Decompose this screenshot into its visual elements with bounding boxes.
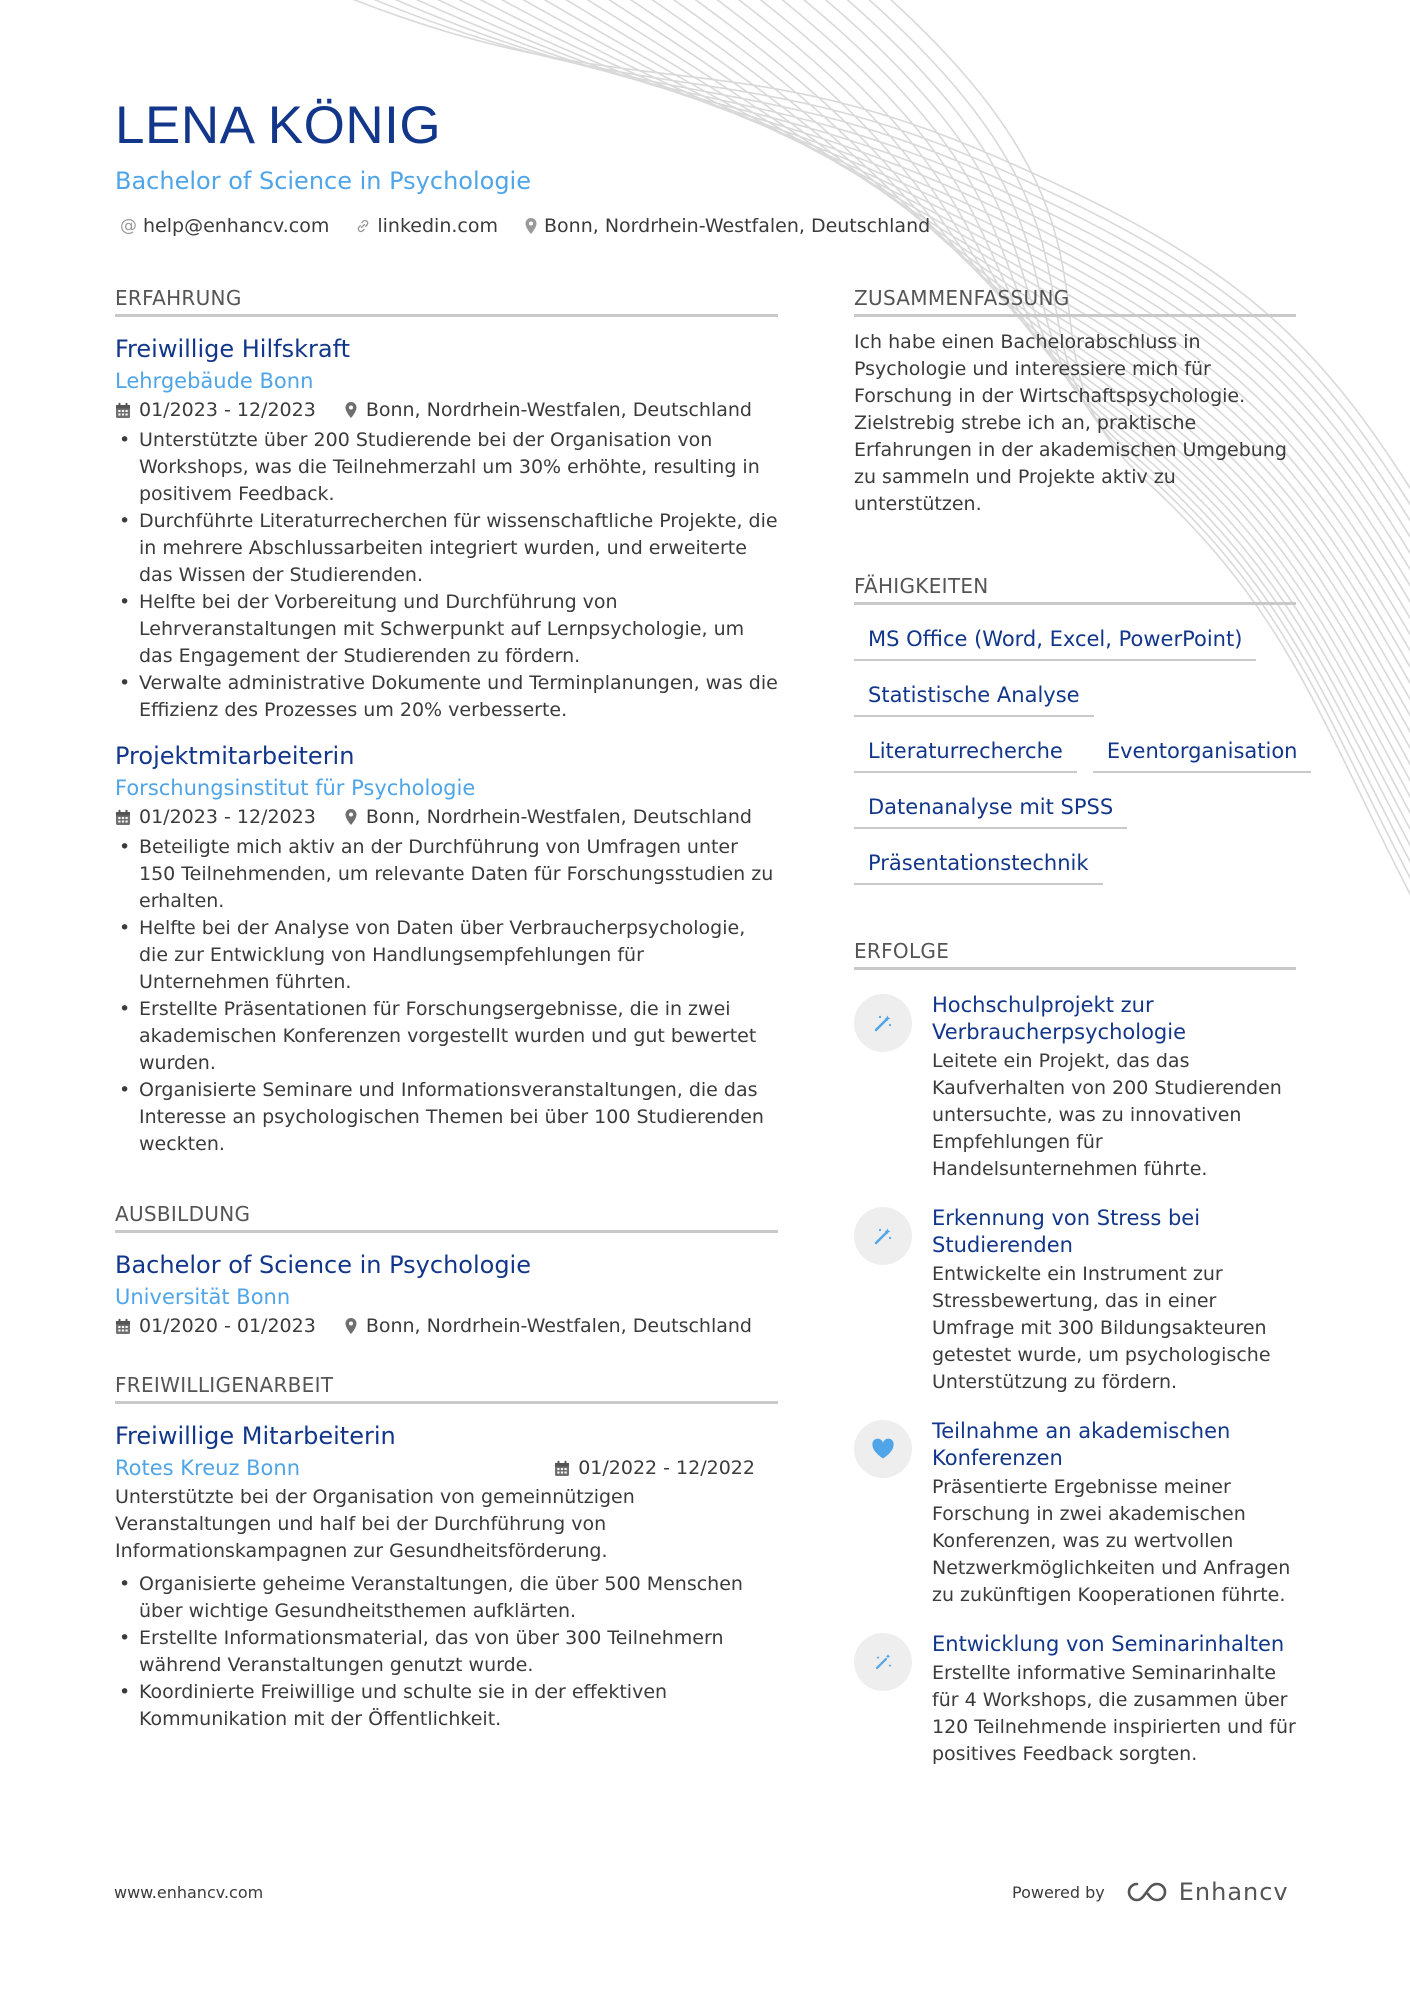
footer-website[interactable]: www.enhancv.com: [114, 1883, 264, 1902]
list-item: • Verwalte administrative Dokumente und Terminplanungen, was die Effizienz des Prozesses um 20% verbesserte.: [115, 670, 780, 724]
degree-title: Bachelor of Science in Psychologie: [115, 1251, 531, 1279]
job-dates: 01/2023 - 12/2023: [139, 399, 316, 421]
calendar-icon: [115, 1318, 131, 1335]
volunteer-entry: [115, 1422, 780, 1733]
experience-entry: [115, 742, 780, 1158]
footer-branding: [1012, 1878, 1289, 1906]
achievements-section-title: ERFOLGE: [854, 939, 1296, 970]
education-entry: [115, 1251, 780, 1337]
brand-logo[interactable]: [1123, 1878, 1289, 1906]
brand-name: Enhancv: [1178, 1878, 1289, 1906]
heart-icon: [854, 1420, 912, 1478]
left-column: [115, 286, 780, 1733]
skill-tag: Literaturrecherche: [854, 731, 1077, 773]
skill-tag: Präsentationstechnik: [854, 843, 1103, 885]
volunteer-section-title: FREIWILLIGENARBEIT: [115, 1373, 778, 1404]
job-bullets: [115, 834, 780, 1158]
contact-bar: [120, 215, 930, 237]
volunteer-bullets: [115, 1571, 780, 1733]
achievement-description: Entwickelte ein Instrument zur Stressbewertung, das in einer Umfrage mit 300 Bildungsakteuren getestet wurde, um psychologische Unterstützung zu fördern.: [932, 1263, 1271, 1393]
job-bullets: [115, 427, 780, 724]
achievement-description: Leitete ein Projekt, das das Kaufverhalten von 200 Studierenden untersuchte, was zu innovativen Empfehlungen für Handelsunternehmen führte.: [932, 1050, 1282, 1180]
job-location: Bonn, Nordrhein-Westfalen, Deutschland: [365, 806, 752, 828]
job-organization: Lehrgebäude Bonn: [115, 369, 314, 393]
location-pin-icon: [524, 217, 538, 235]
experience-section-title: ERFAHRUNG: [115, 286, 778, 317]
location-text: Bonn, Nordrhein-Westfalen, Deutschland: [544, 215, 931, 237]
education-meta: [115, 1315, 780, 1337]
linkedin-text: linkedin.com: [377, 215, 498, 237]
location-pin-icon: [344, 1317, 358, 1335]
list-item: • Durchführte Literaturrecherchen für wissenschaftliche Projekte, die in mehrere Abschlussarbeiten integriert wurden, und erweiterte das Wissen der Studierenden.: [115, 508, 780, 589]
list-item: • Helfte bei der Vorbereitung und Durchführung von Lehrveranstaltungen mit Schwerpunkt auf Lernpsychologie, um das Engagement der Studierenden zu fördern.: [115, 589, 780, 670]
skill-tag: Statistische Analyse: [854, 675, 1094, 717]
achievement-description: Präsentierte Ergebnisse meiner Forschung in zwei akademischen Konferenzen, was zu wertvollen Netzwerkmöglichkeiten und Anfragen zu zukünftigen Kooperationen führte.: [932, 1476, 1291, 1606]
experience-entry: [115, 335, 780, 724]
calendar-icon: [115, 402, 131, 419]
volunteer-org-row: [115, 1456, 755, 1480]
contact-email[interactable]: [120, 215, 329, 237]
location-pin-icon: [344, 808, 358, 826]
volunteer-dates: 01/2022 - 12/2022: [578, 1457, 755, 1479]
achievement-item: [854, 1631, 1299, 1768]
skill-tag: MS Office (Word, Excel, PowerPoint): [854, 619, 1256, 661]
right-column: [854, 286, 1299, 1768]
candidate-subtitle: Bachelor of Science in Psychologie: [115, 167, 531, 195]
volunteer-meta: [554, 1457, 755, 1479]
list-item: • Beteiligte mich aktiv an der Durchführung von Umfragen unter 150 Teilnehmenden, um relevante Daten für Forschungsstudien zu erhalten.: [115, 834, 780, 915]
job-title: Projektmitarbeiterin: [115, 742, 355, 770]
list-item: • Erstellte Informationsmaterial, das von über 300 Teilnehmern während Veranstaltungen genutzt wurde.: [115, 1625, 780, 1679]
powered-by-label: Powered by: [1012, 1882, 1105, 1902]
candidate-name: LENA KÖNIG: [115, 96, 442, 155]
list-item: • Unterstützte über 200 Studierende bei der Organisation von Workshops, was die Teilnehmerzahl um 30% erhöhte, resulting in positivem Feedback.: [115, 427, 780, 508]
skill-tag: Eventorganisation: [1093, 731, 1312, 773]
volunteer-role: Freiwillige Mitarbeiterin: [115, 1422, 396, 1450]
achievement-item: [854, 1418, 1299, 1609]
job-location: Bonn, Nordrhein-Westfalen, Deutschland: [365, 399, 752, 421]
skill-tag: Datenanalyse mit SPSS: [854, 787, 1127, 829]
enhancv-logo-icon: [1123, 1880, 1169, 1904]
email-text: help@enhancv.com: [143, 215, 330, 237]
volunteer-organization: Rotes Kreuz Bonn: [115, 1456, 301, 1480]
job-meta: [115, 399, 780, 421]
calendar-icon: [115, 809, 131, 826]
skills-list: [854, 619, 1314, 899]
achievement-title: Hochschulprojekt zur Verbraucherpsychologie: [932, 993, 1187, 1044]
list-item: • Organisierte Seminare und Informationsveranstaltungen, die das Interesse an psychologischen Themen bei über 100 Studierenden weckten.: [115, 1077, 780, 1158]
achievement-title: Teilnahme an akademischen Konferenzen: [932, 1419, 1231, 1470]
summary-section-title: ZUSAMMENFASSUNG: [854, 286, 1296, 317]
education-dates: 01/2020 - 01/2023: [139, 1315, 316, 1337]
job-title: Freiwillige Hilfskraft: [115, 335, 351, 363]
sparkle-wand-icon: [854, 1633, 912, 1691]
contact-linkedin[interactable]: [355, 215, 498, 237]
job-dates: 01/2023 - 12/2023: [139, 806, 316, 828]
at-icon: @: [120, 216, 137, 236]
school-name: Universität Bonn: [115, 1285, 291, 1309]
calendar-icon: [554, 1460, 570, 1477]
contact-location: [524, 215, 930, 237]
job-meta: [115, 806, 780, 828]
list-item: • Helfte bei der Analyse von Daten über Verbraucherpsychologie, die zur Entwicklung von Handlungsempfehlungen für Unternehmen führten.: [115, 915, 780, 996]
magic-wand-icon: [854, 994, 912, 1052]
achievements-list: [854, 992, 1299, 1768]
magic-wand-icon: [854, 1207, 912, 1265]
link-icon: [355, 218, 371, 234]
list-item: • Erstellte Präsentationen für Forschungsergebnisse, die in zwei akademischen Konferenzen vorgestellt wurden und gut bewertet wurden.: [115, 996, 780, 1077]
achievement-title: Entwicklung von Seminarinhalten: [932, 1632, 1285, 1656]
achievement-item: [854, 992, 1299, 1183]
achievement-title: Erkennung von Stress bei Studierenden: [932, 1206, 1201, 1257]
education-section-title: AUSBILDUNG: [115, 1202, 778, 1233]
summary-text: Ich habe einen Bachelorabschluss in Psychologie und interessiere mich für Forschung in der Wirtschaftspsychologie. Zielstrebig strebe ich an, praktische Erfahrungen in der akademischen Umgebung zu sammeln und Projekte aktiv zu unterstützen.: [854, 331, 1287, 515]
skills-section-title: FÄHIGKEITEN: [854, 574, 1296, 605]
location-pin-icon: [344, 401, 358, 419]
education-location: Bonn, Nordrhein-Westfalen, Deutschland: [365, 1315, 752, 1337]
job-organization: Forschungsinstitut für Psychologie: [115, 776, 476, 800]
achievement-description: Erstellte informative Seminarinhalte für 4 Workshops, die zusammen über 120 Teilnehmende inspirierten und für positives Feedback sorgten.: [932, 1662, 1296, 1765]
volunteer-description: Unterstützte bei der Organisation von gemeinnützigen Veranstaltungen und half bei der Durchführung von Informationskampagnen zur Gesundheitsförderung.: [115, 1486, 635, 1562]
achievement-item: [854, 1205, 1299, 1396]
list-item: • Organisierte geheime Veranstaltungen, die über 500 Menschen über wichtige Gesundheitsthemen aufklärten.: [115, 1571, 780, 1625]
list-item: • Koordinierte Freiwillige und schulte sie in der effektiven Kommunikation mit der Öffentlichkeit.: [115, 1679, 780, 1733]
